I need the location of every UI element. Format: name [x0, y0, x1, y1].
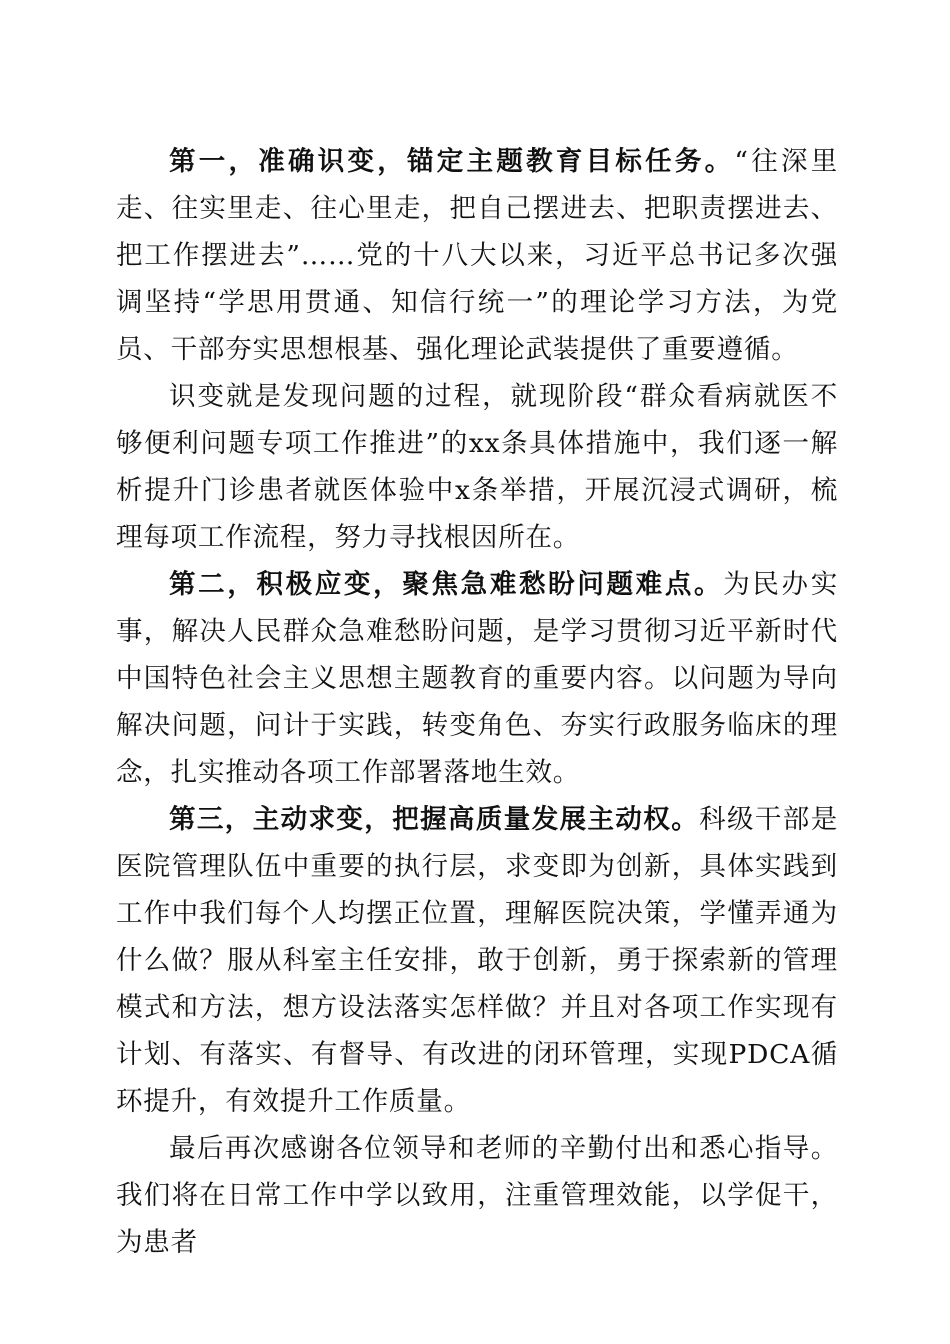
paragraph-third — [116, 796, 838, 1125]
paragraph-identify-change — [116, 373, 838, 561]
paragraph-first — [116, 138, 838, 373]
paragraph-heading: 第三，主动求变，把握高质量发展主动权。 — [169, 804, 700, 835]
paragraph-body: 最后再次感谢各位领导和老师的辛勤付出和悉心指导。我们将在日常工作中学以致用，注重管理效能，以学促干，为患者 — [116, 1133, 838, 1258]
paragraph-heading: 第一，准确识变，锚定主题教育目标任务。 — [169, 146, 735, 177]
paragraph-second — [116, 561, 838, 796]
paragraph-body: 为民办实事，解决人民群众急难愁盼问题，是学习贯彻习近平新时代中国特色社会主义思想主题教育的重要内容。以问题为导向解决问题，问计于实践，转变角色、夯实行政服务临床的理念，扎实推动各项工作部署落地生效。 — [116, 569, 839, 788]
paragraph-body: 识变就是发现问题的过程，就现阶段“群众看病就医不够便利问题专项工作推进”的xx条具体措施中，我们逐一解析提升门诊患者就医体验中x条举措，开展沉浸式调研，梳理每项工作流程，努力寻找根因所在。 — [116, 381, 838, 553]
paragraph-closing — [116, 1125, 838, 1266]
document-page — [116, 138, 838, 1266]
paragraph-body: “往深里走、往实里走、往心里走，把自己摆进去、把职责摆进去、把工作摆进去”……党的十八大以来，习近平总书记多次强调坚持“学思用贯通、知信行统一”的理论学习方法，为党员、干部夯实思想根基、强化理论武装提供了重要遵循。 — [116, 146, 839, 365]
paragraph-body: 科级干部是医院管理队伍中重要的执行层，求变即为创新，具体实践到工作中我们每个人均摆正位置，理解医院决策，学懂弄通为什么做？服从科室主任安排，敢于创新，勇于探索新的管理模式和方法，想方设法落实怎样做？并且对各项工作实现有计划、有落实、有督导、有改进的闭环管理，实现PDCA循环提升，有效提升工作质量。 — [116, 804, 839, 1117]
paragraph-heading: 第二，积极应变，聚焦急难愁盼问题难点。 — [169, 569, 724, 600]
